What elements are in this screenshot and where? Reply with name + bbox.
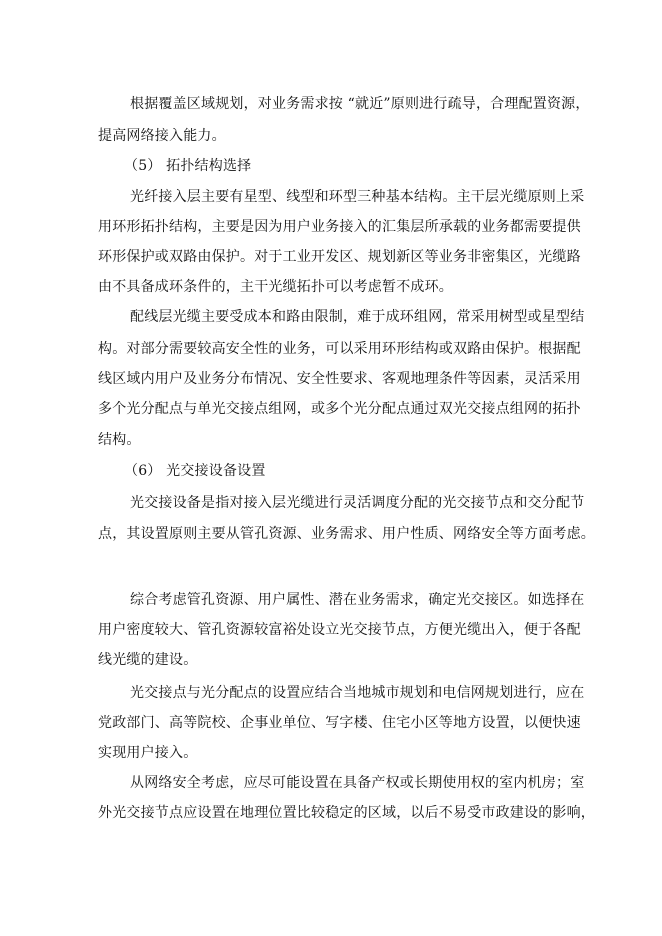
text-line: 外光交接节点应设置在地理位置比较稳定的区域，以后不易受市政建设的影响， xyxy=(98,805,595,821)
text-line: 实现用户接入。 xyxy=(98,745,198,761)
text-line: 配线层光缆主要受成本和路由限制，难于成环组网，常采用树型或星型结 xyxy=(130,309,585,325)
text-line: 光交接设备是指对接入层光缆进行灵活调度分配的光交接节点和交分配节 xyxy=(130,495,585,511)
text-line: 用户密度较大、管孔资源较富裕处设立光交接节点，方便光缆出入，便于各配 xyxy=(98,622,581,638)
text-line: 综合考虑管孔资源、用户属性、潜在业务需求，确定光交接区。如选择在 xyxy=(130,592,585,608)
text-line: 线光缆的建设。 xyxy=(98,652,198,668)
text-line: 提高网络接入能力。 xyxy=(98,128,226,144)
section-heading: （5） 拓扑结构选择 xyxy=(124,158,252,174)
text-line: 由不具备成环条件的，主干光缆拓扑可以考虑暂不成环。 xyxy=(98,279,453,295)
text-line: 根据覆盖区域规划，对业务需求按 “就近”原则进行疏导，合理配置资源， xyxy=(130,96,590,112)
text-line: 用环形拓扑结构，主要是因为用户业务接入的汇集层所承载的业务都需要提供 xyxy=(98,219,581,235)
text-line: 环形保护或双路由保护。对于工业开发区、规划新区等业务非密集区，光缆路 xyxy=(98,249,581,265)
section-heading: （6） 光交接设备设置 xyxy=(124,463,266,479)
text-line: 从网络安全考虑，应尽可能设置在具备产权或长期使用权的室内机房；室 xyxy=(130,775,585,791)
text-line: 构。对部分需要较高安全性的业务，可以采用环形结构或双路由保护。根据配 xyxy=(98,341,581,357)
text-line: 结构。 xyxy=(98,432,141,448)
text-line: 光交接点与光分配点的设置应结合当地城市规划和电信网规划进行，应在 xyxy=(130,685,585,701)
text-line: 多个光分配点与单光交接点组网，或多个光分配点通过双光交接点组网的拓扑 xyxy=(98,401,581,417)
text-line: 点，其设置原则主要从管孔资源、业务需求、用户性质、网络安全等方面考虑。 xyxy=(98,526,595,542)
text-line: 党政部门、高等院校、企事业单位、写字楼、住宅小区等地方设置，以便快速 xyxy=(98,715,581,731)
text-line: 线区域内用户及业务分布情况、安全性要求、客观地理条件等因素，灵活采用 xyxy=(98,371,581,387)
text-line: 光纤接入层主要有星型、线型和环型三种基本结构。主干层光缆原则上采 xyxy=(130,189,585,205)
